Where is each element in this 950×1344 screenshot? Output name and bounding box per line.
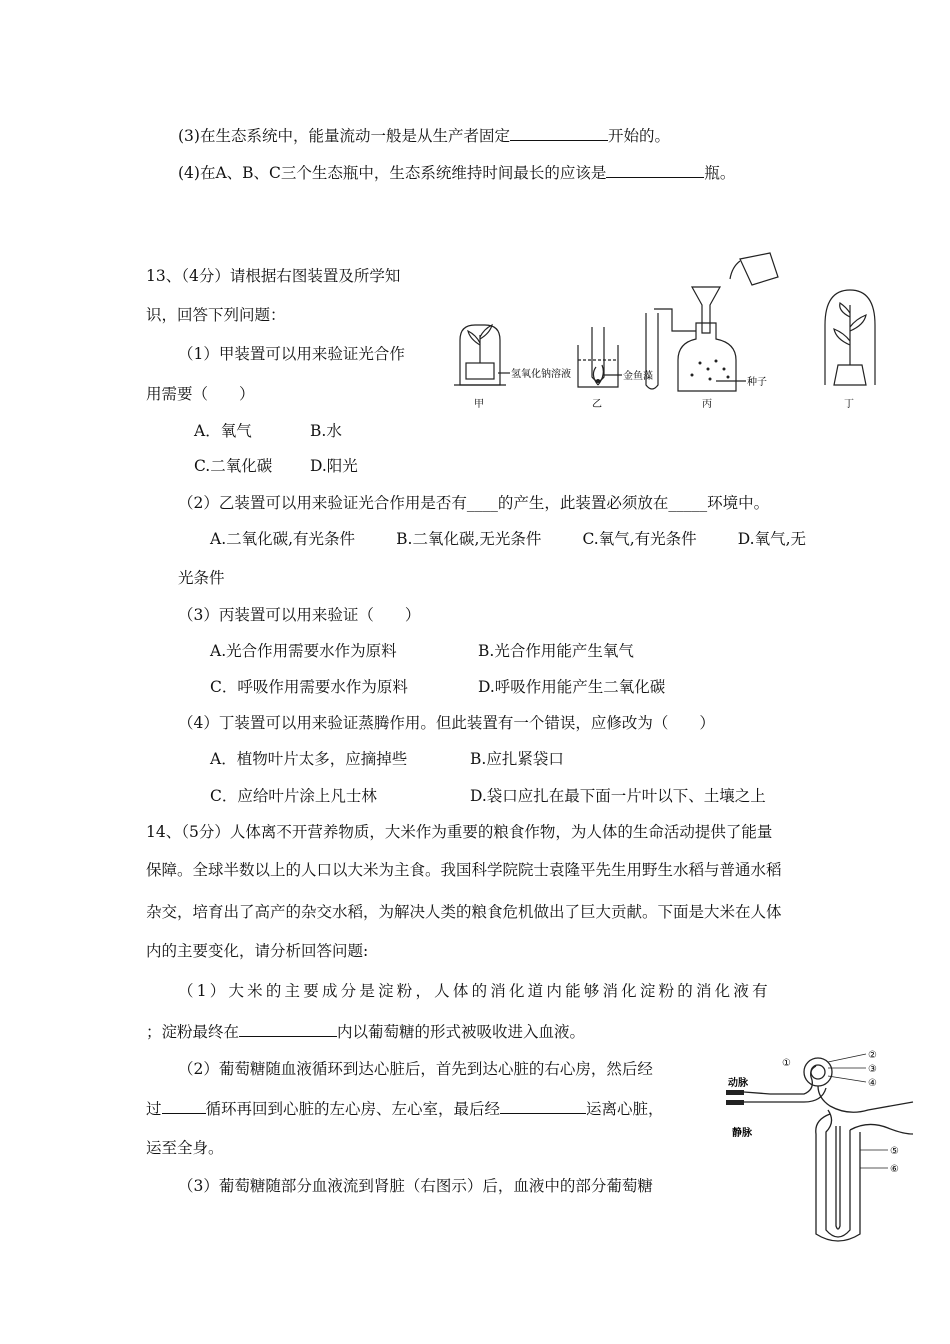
q12-part4 [178,161,735,184]
answer-blank[interactable] [162,1097,206,1114]
q14-nephron-figure [718,1050,918,1245]
q12-part4-text-a: (4)在A、B、C三个生态瓶中，生态系统维持时间最长的应该是 [178,164,607,182]
q12-part3-text-b: 开始的。 [607,127,670,145]
q14-sub1-b-text-a: ；淀粉最终在 [146,1023,240,1041]
q14-sub2-b-text-c: 运离心脏， [586,1100,664,1118]
q14-sub2-a: （2）葡萄糖随血液循环到达心脏后，首先到达心脏的右心房，然后经 [178,1060,653,1078]
q13-sub2-option-d: D.氧气,无 [737,530,806,548]
label-seeds: 种子 [747,377,767,388]
q13-intro-2: 识，回答下列问题： [146,306,286,324]
label-artery: 动脉 [728,1078,748,1089]
label-num-5: ⑤ [890,1146,899,1157]
label-num-6: ⑥ [890,1164,899,1175]
apparatus-yi [578,327,622,387]
q13-sub1-option-a: A．氧气 [194,422,252,440]
q13-sub4-option-c: C．应给叶片涂上凡士林 [210,787,377,805]
q13-sub2-continued: 光条件 [178,569,225,587]
q13-sub2-option-a: A.二氧化碳,有光条件 [210,530,356,548]
q12-part3 [178,124,670,147]
q14-sub1-b [146,1020,585,1043]
apparatus-bing [646,253,778,391]
answer-blank[interactable] [239,1020,337,1037]
label-yi: 乙 [592,399,602,410]
answer-blank[interactable] [500,1097,586,1114]
label-jia: 甲 [474,399,484,410]
label-bing: 丙 [702,399,712,410]
q13-sub2-option-b: B.二氧化碳,无光条件 [396,530,542,548]
q13-sub1-b: 用需要（ ） [146,385,255,403]
label-num-4: ④ [868,1078,877,1089]
q13-apparatus-figure [440,235,910,415]
q13-sub3-option-a: A.光合作用需要水作为原料 [210,642,397,660]
q14-sub2-b-text-a: 过 [146,1100,162,1118]
q13-sub1-option-b: B.水 [310,422,342,440]
label-naoh: 氢氧化钠溶液 [511,369,571,380]
q13-sub2-option-c: C.氧气,有光条件 [582,530,697,548]
q14-sub3: （3）葡萄糖随部分血液流到肾脏（右图示）后，血液中的部分葡萄糖 [178,1177,653,1195]
q13-sub4-option-d: D.袋口应扎在最下面一片叶以下、土壤之上 [470,787,766,805]
q14-sub1-a: （1）大米的主要成分是淀粉，人体的消化道内能够消化淀粉的消化液有 [178,982,771,1000]
label-goldfish: 金鱼藻 [623,371,653,382]
q14-intro-1: 14、（5分）人体离不开营养物质，大米作为重要的粮食作物，为人体的生命活动提供了能量 [146,823,773,841]
q12-part3-text-a: (3)在生态系统中，能量流动一般是从生产者固定 [178,127,510,145]
q13-sub1-a: （1）甲装置可以用来验证光合作 [178,345,405,363]
label-ding: 丁 [844,399,854,410]
q13-intro-1: 13、（4分）请根据右图装置及所学知 [146,267,401,285]
q13-sub4: （4）丁装置可以用来验证蒸腾作用。但此装置有一个错误，应修改为（ ） [178,714,715,732]
label-num-2: ② [868,1050,877,1061]
q13-sub1-option-d: D.阳光 [310,457,358,475]
answer-blank[interactable] [606,161,704,178]
q13-sub3-option-d: D.呼吸作用能产生二氧化碳 [478,678,666,696]
q14-sub2-b [146,1097,664,1120]
q12-part4-text-b: 瓶。 [704,164,736,182]
q13-sub4-option-b: B.应扎紧袋口 [470,750,564,768]
apparatus-jia [454,325,510,385]
label-num-1: ① [782,1058,791,1069]
q13-sub2-options [210,528,806,550]
apparatus-ding [825,290,875,385]
q13-sub4-option-a: A．植物叶片太多，应摘掉些 [210,750,408,768]
answer-blank[interactable] [510,124,608,141]
q14-intro-3: 杂交，培育出了高产的杂交水稻，为解决人类的粮食危机做出了巨大贡献。下面是大米在人体 [146,903,782,921]
q14-intro-4: 内的主要变化，请分析回答问题: [146,942,369,960]
q14-sub2-b-text-b: 循环再回到心脏的左心房、左心室，最后经 [205,1100,501,1118]
q14-sub2-c: 运至全身。 [146,1139,224,1157]
q13-sub3-option-b: B.光合作用能产生氧气 [478,642,634,660]
q13-sub1-option-c: C.二氧化碳 [194,457,273,475]
q13-sub2: （2）乙装置可以用来验证光合作用是否有____的产生，此装置必须放在_____环境中。 [178,494,770,512]
q14-intro-2: 保障。全球半数以上的人口以大米为主食。我国科学院院士袁隆平先生用野生水稻与普通水稻 [146,861,782,879]
label-num-3: ③ [868,1064,877,1075]
q13-sub3: （3）丙装置可以用来验证（ ） [178,606,421,624]
label-vein: 静脉 [732,1128,752,1139]
q13-sub3-option-c: C．呼吸作用需要水作为原料 [210,678,408,696]
q14-sub1-b-text-b: 内以葡萄糖的形式被吸收进入血液。 [337,1023,586,1041]
